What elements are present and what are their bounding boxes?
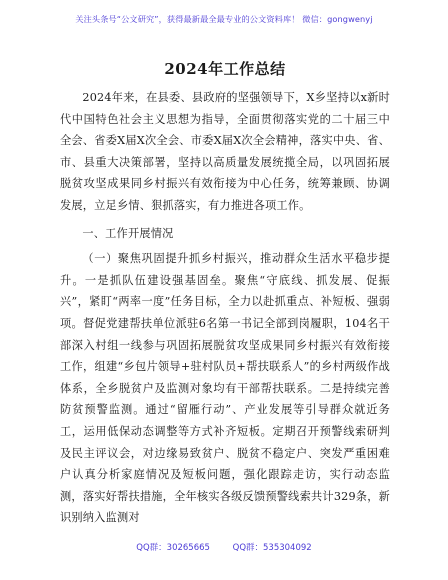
top-banner: 关注头条号“公文研究”，获得最新最全最专业的公文资料库！ 微信：gongwenyj: [75, 14, 373, 24]
document-title: 2024年工作总结: [164, 60, 286, 78]
intro-paragraph: 2024年来，在县委、县政府的坚强领导下，X乡坚持以x新时代中国特色社会主义思想为指导，全面贯彻落实党的二十届三中全会、省委X届X次全会、市委X届X次全会精神，落实中央、省、市、县重大决策部署，坚持以高质量发展统揽全局，以巩固拓展脱贫攻坚成果同乡村振兴有效衔接为中心任务，统筹兼顾、协调发展，立足乡情、狠抓落实，有力推进各项工作。: [60, 91, 390, 212]
document-body: [60, 58, 390, 529]
footer-qq-2: QQ群：535304092: [232, 543, 312, 553]
footer: [0, 541, 448, 553]
section-paragraph: （一）聚焦巩固提升抓乡村振兴，推动群众生活水平稳步提升。一是抓队伍建设强基固垒。聚焦“守底线、抓发展、促振兴”，紧盯“两率一度”任务目标，全力以赴抓重点、补短板、强弱项。督促党建帮扶单位派驻6名第一书记全部到岗履职，104名干部深入村组一线参与巩固拓展脱贫攻坚成果同乡村振兴有效衔接工作，组建“乡包片领导+驻村队员+帮扶联系人”的乡村两级作战体系，全乡脱贫户及监测对象均有干部帮扶联系。二是持续完善防贫预警监测。通过“留雁行动”、产业发展等引导群众就近务工，运用低保动态调整等方式补齐短板。定期召开预警线索研判及民主评议会，对边缘易致贫户、脱贫不稳定户、突发严重困难户认真分析家庭情况及短板问题，强化跟踪走访，实行动态监测，落实好帮扶措施，全年核实各级反馈预警线索共计329条，新识别纳入监测对: [60, 252, 390, 525]
footer-qq-1: QQ群：30265665: [136, 543, 210, 553]
section-heading: 一、工作开展情况: [82, 226, 174, 240]
